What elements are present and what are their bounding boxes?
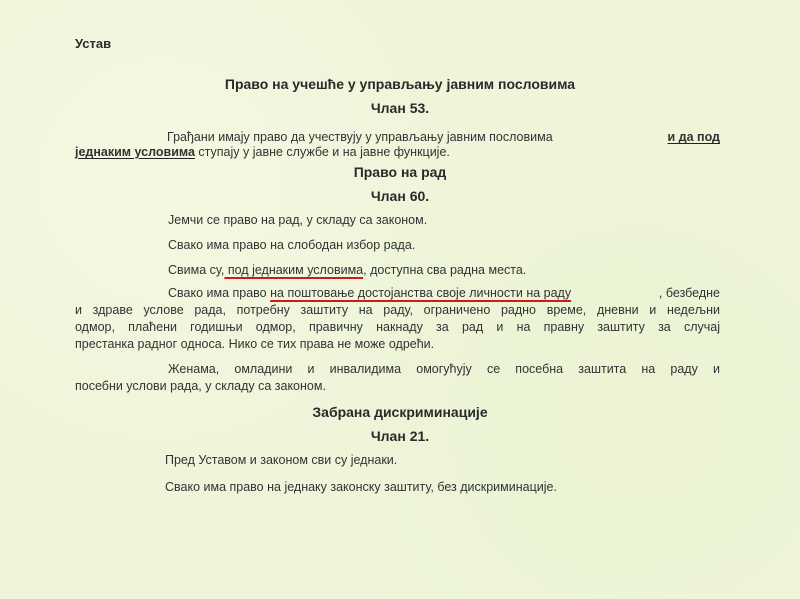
article-21-line-1: Пред Уставом и законом сви су једнаки. (165, 453, 398, 467)
article-21-line-2: Свако има право на једнаку законску заштиту, без дискриминације. (165, 480, 557, 494)
article-60-title: Члан 60. (370, 188, 430, 204)
article-53-text: Грађани имају право да учествују у управљању јавним пословима (167, 130, 553, 144)
section-heading-anti-discrimination: Забрана дискриминације (312, 404, 488, 420)
article-60-line-2: Свако има право на слободан избор рада. (168, 238, 416, 252)
equal-conditions-suffix: , доступна сва радна места. (363, 263, 527, 277)
dignity-paragraph-line-1 (168, 286, 720, 300)
dignity-prefix: Свако има право (168, 286, 271, 300)
equal-conditions-underlined: под једнаким условима (224, 263, 364, 277)
article-21-title: Члан 21. (370, 428, 430, 444)
equal-conditions-prefix: Свима су, (168, 263, 225, 277)
protection-paragraph-line-2: посебни услови рада, у складу са законом. (75, 379, 326, 393)
section-heading-public-affairs: Право на учешће у управљању јавним пословима (224, 76, 576, 92)
dignity-underlined: на поштовање достојанства своје личности на раду (270, 286, 572, 300)
protection-paragraph-line-1: Женама, омладини и инвалидима омогућују се посебна заштита на раду и (168, 362, 720, 376)
article-53-paragraph-line-1 (75, 130, 720, 144)
article-53-title: Члан 53. (370, 100, 430, 116)
article-60-line-1: Јемчи се право на рад, у складу са законом. (168, 213, 428, 227)
article-60-equal-conditions-line (168, 263, 526, 277)
section-heading-right-to-work: Право на рад (353, 164, 447, 180)
article-53-emphasis-1: и да под (667, 130, 720, 144)
article-53-emphasis-2: једнаким условима (75, 145, 195, 159)
article-53-paragraph-line-2 (75, 145, 450, 159)
dignity-suffix: , безбедне (658, 286, 720, 300)
dignity-paragraph-line-4: престанка радног односа. Нико се тих права не може одрећи. (75, 337, 435, 351)
article-53-text-2: ступају у јавне службе и на јавне функције. (194, 145, 450, 159)
dignity-paragraph-line-3: одмор, плаћени годишњи одмор, правичну накнаду за рад и на правну заштиту за случај (75, 320, 720, 334)
document-label: Устав (75, 36, 112, 51)
dignity-paragraph-line-2: и здраве услове рада, потребну заштиту на раду, ограничено радно време, дневни и недељни (75, 303, 720, 317)
